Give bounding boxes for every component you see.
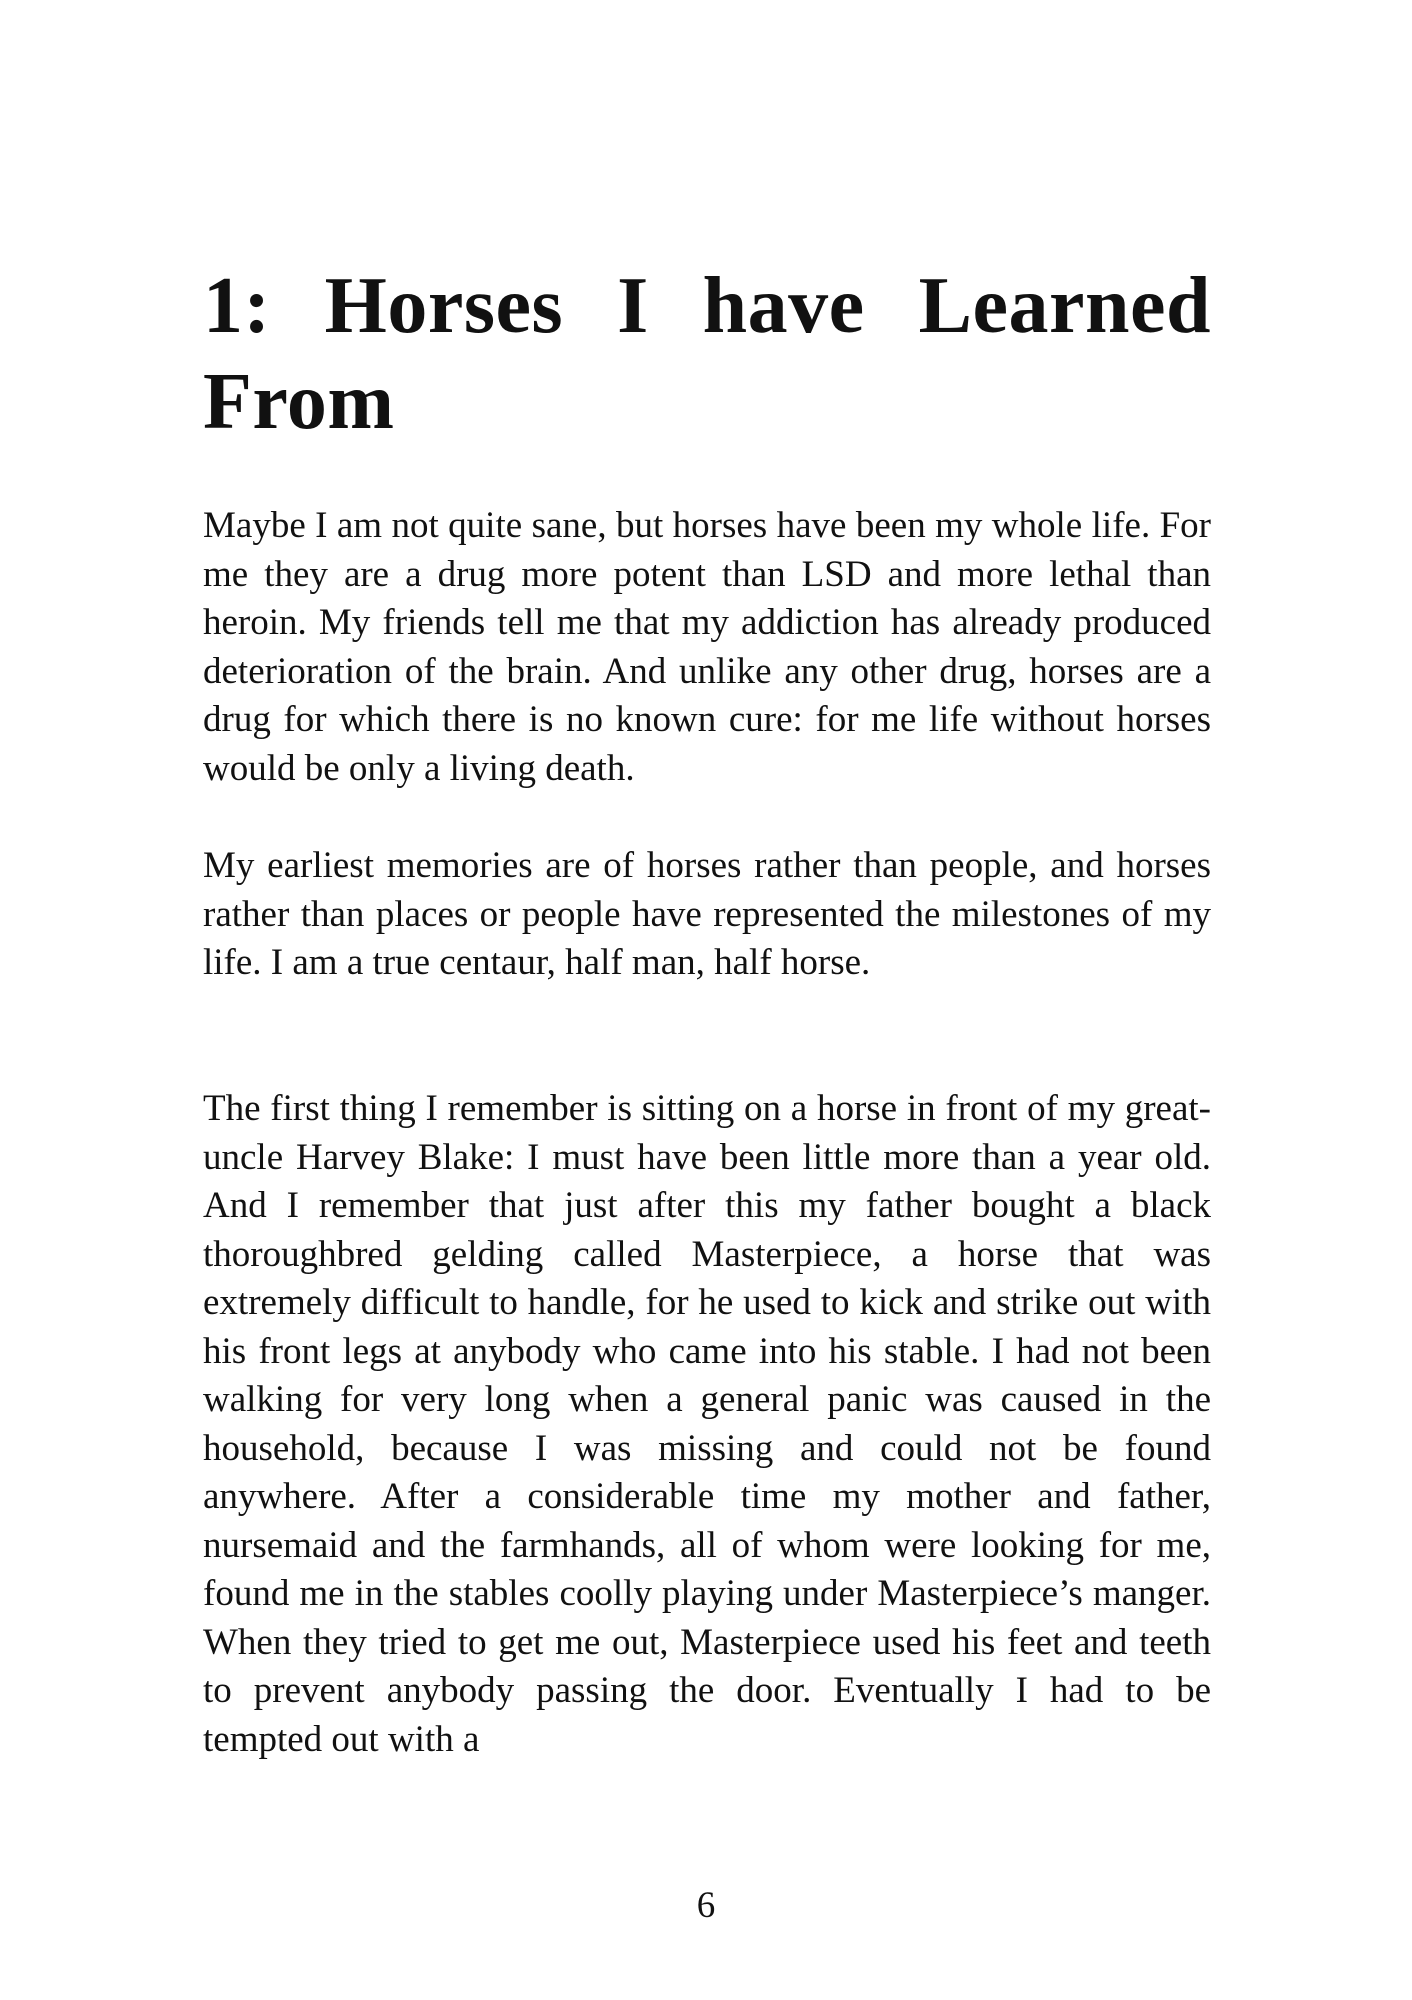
- chapter-title: 1: Horses I have Learned From: [203, 262, 1211, 446]
- paragraph: The first thing I remember is sitting on a horse in front of my great-uncle Harvey Blake: I must have been little more than a year old. And I remember that just after this my father bought a black thoroughbred gelding called Masterpiece, a horse that was extremely difficult to handle, for he used to kick and strike out with his front legs at anybody who came into his stable. I had not been walking for very long when a general panic was caused in the household, because I was missing and could not be found anywhere. After a considerable time my mother and father, nursemaid and the farmhands, all of whom were looking for me, found me in the stables coolly playing under Masterpiece’s manger. When they tried to get me out, Masterpiece used his feet and teeth to prevent anybody passing the door. Eventually I had to be tempted out with a: [203, 1088, 1211, 1760]
- paragraph: My earliest memories are of horses rather than people, and horses rather than places or people have represented the milestones of my life. I am a true centaur, half man, half horse.: [203, 845, 1211, 983]
- paragraph: Maybe I am not quite sane, but horses have been my whole life. For me they are a drug more potent than LSD and more lethal than heroin. My friends tell me that my addiction has already produced deterioration of the brain. And unlike any other drug, horses are a drug for which there is no known cure: for me life without horses would be only a living death.: [203, 505, 1211, 789]
- page-number: 6: [696, 1885, 716, 1926]
